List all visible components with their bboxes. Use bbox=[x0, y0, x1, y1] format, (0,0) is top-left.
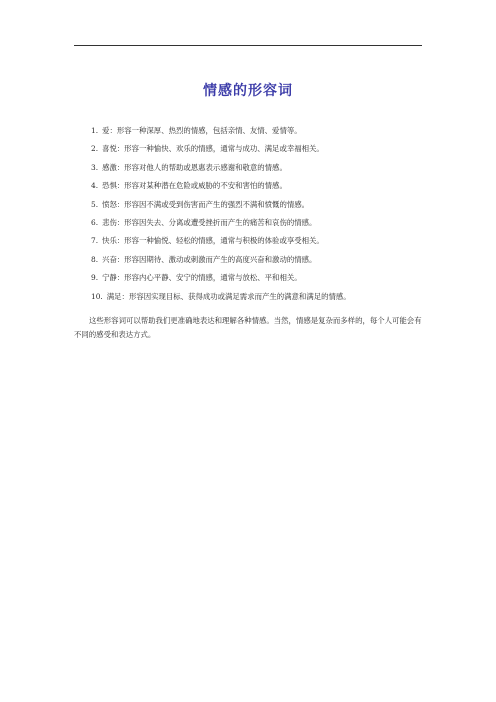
list-item bbox=[91, 214, 431, 232]
list-item bbox=[91, 159, 431, 177]
item-text: 快乐：形容一种愉悦、轻松的情感，通常与积极的体验或享受相关。 bbox=[102, 236, 324, 246]
item-text: 喜悦：形容一种愉快、欢乐的情感，通常与成功、满足或幸福相关。 bbox=[102, 144, 324, 154]
item-text: 感激：形容对他人的帮助或恩惠表示感谢和敬意的情感。 bbox=[102, 162, 287, 172]
item-number: 8. bbox=[91, 254, 99, 264]
emotion-adjective-list bbox=[91, 122, 431, 306]
item-text: 满足：形容因实现目标、获得成功或满足需求而产生的满意和满足的情感。 bbox=[106, 291, 351, 301]
item-number: 1. bbox=[91, 126, 99, 135]
list-item bbox=[91, 196, 431, 214]
header-rule bbox=[74, 45, 422, 46]
item-number: 2. bbox=[91, 144, 99, 154]
list-item bbox=[91, 177, 431, 195]
list-item bbox=[91, 122, 431, 140]
list-item bbox=[91, 269, 431, 287]
item-text: 愤怒：形容因不满或受到伤害而产生的强烈不满和愤慨的情感。 bbox=[102, 199, 310, 209]
document-title: 情感的形容词 bbox=[203, 83, 293, 99]
item-number: 5. bbox=[91, 199, 99, 209]
summary-paragraph: 这些形容词可以帮助我们更准确地表达和理解各种情感。当然，情感是复杂而多样的，每个人可能会有不同的感受和表达方式。 bbox=[74, 316, 422, 339]
item-number: 9. bbox=[91, 273, 99, 283]
list-item bbox=[91, 288, 431, 306]
item-text: 宁静：形容内心平静、安宁的情感，通常与放松、平和相关。 bbox=[102, 273, 302, 283]
list-item bbox=[91, 251, 431, 269]
item-number: 7. bbox=[91, 236, 99, 246]
item-text: 兴奋：形容因期待、激动或刺激而产生的高度兴奋和激动的情感。 bbox=[102, 254, 317, 264]
item-text: 恐惧：形容对某种潜在危险或威胁的不安和害怕的情感。 bbox=[102, 181, 287, 191]
item-text: 爱：形容一种深厚、热烈的情感，包括亲情、友情、爱情等。 bbox=[102, 126, 302, 135]
item-number: 3. bbox=[91, 162, 99, 172]
item-number: 10. bbox=[91, 291, 103, 301]
item-number: 6. bbox=[91, 217, 99, 227]
list-item bbox=[91, 232, 431, 250]
item-text: 悲伤：形容因失去、分离或遭受挫折而产生的痛苦和哀伤的情感。 bbox=[102, 217, 317, 227]
list-item bbox=[91, 140, 431, 158]
item-number: 4. bbox=[91, 181, 99, 191]
